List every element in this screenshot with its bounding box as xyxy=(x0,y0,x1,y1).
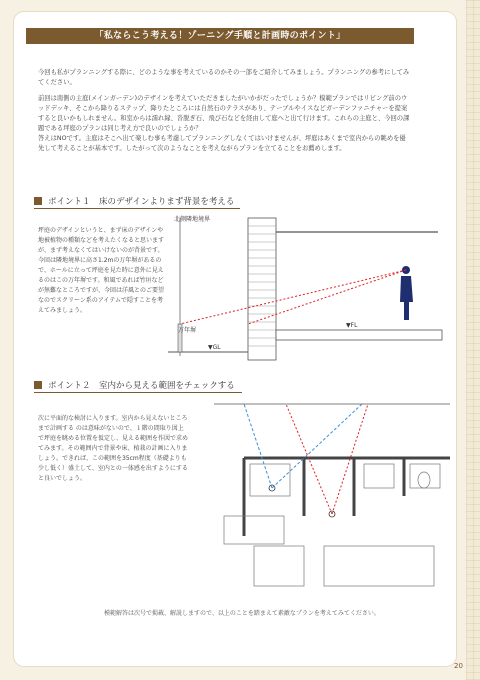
floor-slab xyxy=(276,330,442,340)
intro-paragraph-3: 答えはNOです。主庭はそこへ出て楽しむ事も考慮してプランニングしなくてはいけませんが、坪庭はあくまで室内からの眺めを優先して考えることが基本です。したがって次のようなことを考えながらプランを立てることをお薦めします。 xyxy=(38,135,406,152)
fl-label: ▼FL xyxy=(346,322,358,329)
floor-plan-diagram xyxy=(214,396,450,596)
heading-square-icon xyxy=(34,381,42,389)
page-title: 「私ならこう考える！ゾーニング手順と計画時のポイント」 xyxy=(26,28,414,44)
section1-heading-text: ポイント１ 床のデザインよりまず背景を考える xyxy=(48,197,235,207)
section1-body: 坪庭のデザインというと、まず床のデザインや地被植物の種類などを考えたくなると思いますが、まず考えなくてはいけないのが背景です。今回は隣地境界に高さ1.2mの万年塀があるので、ホールに立って坪庭を見た時に意外に見えるのはこの万年塀です。和風であれば竹垣などが無難なところですが、今回は洋風とのご要望なのでスクリーン系のアイテムで隠すことを考えてみましょう。 xyxy=(38,227,165,314)
wall-label: 万年塀 xyxy=(178,327,197,334)
page-number: 20 xyxy=(454,662,463,670)
standing-person-figure xyxy=(400,266,413,320)
plan-walls xyxy=(244,458,450,536)
page-edge-pattern xyxy=(466,0,480,680)
footer-note: 模範解答は次号で掲載、解説しますので、以上のことを踏まえて素敵なプランを考えてみてください。 xyxy=(104,610,380,617)
section2-body: 次に平面的な検討に入ります。室内から見えないところまで計画する のは意味がないので、１階の間取り図上で坪庭を眺める位置を仮定し、見える範囲を作図で求めてみます。その範囲内で背景や床、植栽の計画に入りましょう。できれば、この範囲を35cm程度（基礎よりも少し低く）盛土して、室内との一体感を出すようにすると良いでしょう。 xyxy=(38,415,189,482)
heading-square-icon xyxy=(34,197,42,205)
boundary-label: 北側隣地境界 xyxy=(174,216,211,223)
plan-fixtures xyxy=(224,464,440,586)
intro-paragraph-2: 前回は南側の主庭(メインガーデン)のデザインを考えていただきましたがいかがだったでしょうか？模範プランではリビング前のウッドデッキ、そこから降りるステップ、降りたところには自然石のテラスがあり、テーブルやイスなどガーデンファニチャーを提案すると良いかもしれません。和室からは濡れ縁、沓脱ぎ石、飛び石などを経由して庭へと出て行けます。これらの主庭と、今回の課題である坪庭のプランは同じ考え方で良いのでしょうか？ xyxy=(38,95,410,132)
house-wall xyxy=(248,218,276,360)
gl-label: ▼GL xyxy=(208,344,221,351)
section-elevation-diagram xyxy=(168,206,450,370)
section2-heading xyxy=(34,380,242,393)
intro-paragraph-1: 今回も私がプランニングする際に、どのような事を考えているのかその一部をご紹介してみましょう。プランニングの参考にしてみてください。 xyxy=(38,69,410,86)
intro-text xyxy=(38,68,410,160)
section2-heading-text: ポイント２ 室内から見える範囲をチェックする xyxy=(48,381,235,391)
sight-line-lower xyxy=(180,270,406,324)
